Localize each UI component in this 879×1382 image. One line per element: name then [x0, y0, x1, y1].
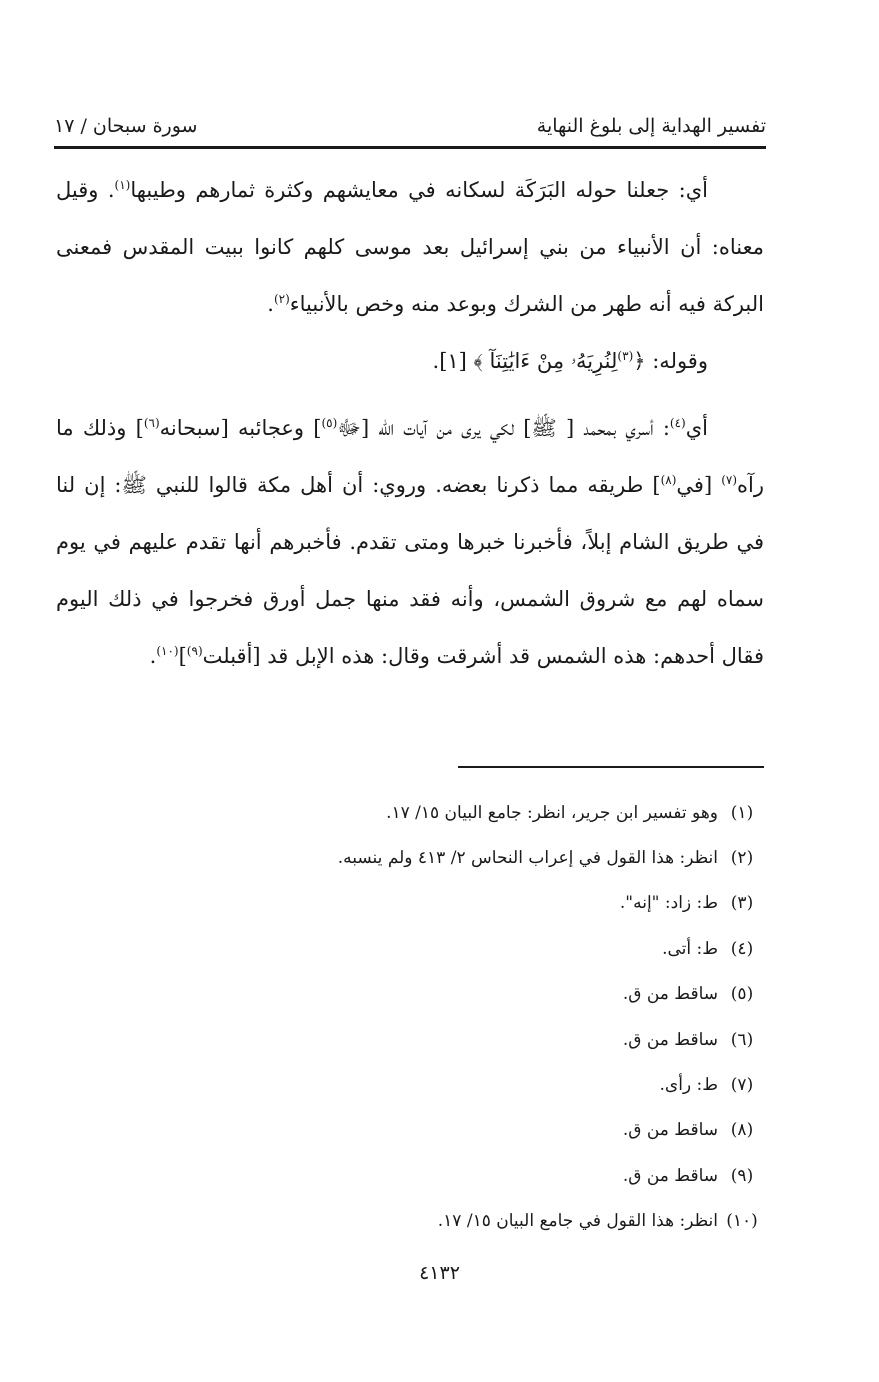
footnote-number: (٨) — [730, 1120, 754, 1141]
paragraph-2: وقوله: ﴿$^{(٣)}$لِنُرِيَهُۥ مِنْ ءَايَٰتِنَآ ﴾ [١]. — [432, 349, 708, 373]
page-number: ٤١٣٢ — [419, 1262, 460, 1284]
footnote-text: وهو تفسير ابن جرير، انظر: جامع البيان ١٥/ ١٧. — [386, 802, 718, 823]
footnote-rule — [458, 766, 764, 768]
footnote-number: (٥) — [730, 984, 754, 1005]
surah-reference: سورة سبحان / ١٧ — [54, 115, 198, 137]
footnote-item — [200, 972, 766, 1017]
quran-verse: لِنُرِيَهُۥ مِنْ ءَايَٰتِنَآ — [489, 349, 618, 373]
footnote-ref: (٩) — [186, 644, 203, 658]
footnote-ref: (٨) — [660, 473, 677, 487]
footnote-item — [200, 1153, 766, 1198]
footnote-number: (٧) — [730, 1075, 754, 1096]
footnote-item — [200, 790, 766, 835]
footnote-item — [200, 1108, 766, 1153]
footnote-ref: (٧) — [721, 473, 738, 487]
footnote-item — [200, 881, 766, 926]
footnote-ref: (١) — [114, 178, 131, 192]
footnote-ref: (١٠) — [156, 644, 179, 658]
header-rule — [54, 146, 766, 149]
footnote-text: ط: رأى. — [659, 1075, 718, 1096]
footnote-number: (٩) — [730, 1165, 754, 1186]
footnote-number: (١٠) — [726, 1211, 758, 1232]
main-text — [56, 162, 764, 685]
footnote-ref: (٣) — [617, 349, 634, 363]
footnote-item — [200, 1199, 766, 1244]
running-header — [54, 106, 766, 146]
book-title: تفسير الهداية إلى بلوغ النهاية — [536, 115, 766, 137]
footnote-ref: (٦) — [143, 416, 160, 430]
footnote-text: ساقط من ق. — [622, 1165, 718, 1186]
footnote-number: (٣) — [730, 893, 754, 914]
footnote-number: (٤) — [730, 938, 754, 959]
footnote-item — [200, 1017, 766, 1062]
footnote-text: ساقط من ق. — [622, 1120, 718, 1141]
footnote-text: ط: زاد: "إنه". — [619, 893, 718, 914]
footnote-item — [200, 835, 766, 880]
footnote-text: ساقط من ق. — [622, 984, 718, 1005]
footnote-text: ساقط من ق. — [622, 1029, 718, 1050]
footnotes-list — [200, 790, 766, 1244]
paragraph-1: أي: جعلنا حوله البَرَكَة لسكانه في معايشهم وكثرة ثمارهم وطيبها$^{(١)}$. وقيل معناه: أن الأنبياء من بني إسرائيل بعد موسى كلهم كانوا ببيت المقدس فمعنى البركة فيه أنه طهر من الشرك وبوعد منه وخص بالأنبياء$^{(٢)}$. — [56, 178, 764, 316]
footnote-number: (٢) — [730, 848, 754, 869]
footnote-item — [200, 926, 766, 971]
footnote-number: (٦) — [730, 1029, 754, 1050]
footnote-item — [200, 1062, 766, 1107]
footnote-text: انظر: هذا القول في إعراب النحاس ٢/ ٤١٣ ولم ينسبه. — [337, 848, 718, 869]
footnote-number: (١) — [730, 802, 754, 823]
footnote-ref: (٤) — [669, 416, 686, 430]
paragraph-3: أي$^{(٤)}$: أسري بمحمد [ ﷺ] لكي يرى من آيات الله [ﷻ$^{(٥)}$] وعجائبه [سبحانه$^{(٦)}$] وذلك ما رآه$^{(٧)}$ [في$^{(٨)}$] طريقه مما ذكرنا بعضه. وروي: أن أهل مكة قالوا للنبي ﷺ: إن لنا في طريق الشام إبلاً، فأخبرنا خبرها ومتى تقدم. فأخبرهم أنها تقدم عليهم في يوم سماه لهم مع شروق الشمس، وأنه فقد منها جمل أورق فخرجوا في ذلك اليوم فقال أحدهم: هذه الشمس قد أشرقت وقال: هذه الإبل قد [أقبلت$^{(٩)}$]$^{(١٠)}$. — [56, 416, 764, 668]
footnote-text: انظر: هذا القول في جامع البيان ١٥/ ١٧. — [437, 1211, 718, 1232]
footnote-ref: (٥) — [321, 416, 338, 430]
footnote-ref: (٢) — [273, 292, 290, 306]
footnote-text: ط: أتى. — [662, 938, 718, 959]
